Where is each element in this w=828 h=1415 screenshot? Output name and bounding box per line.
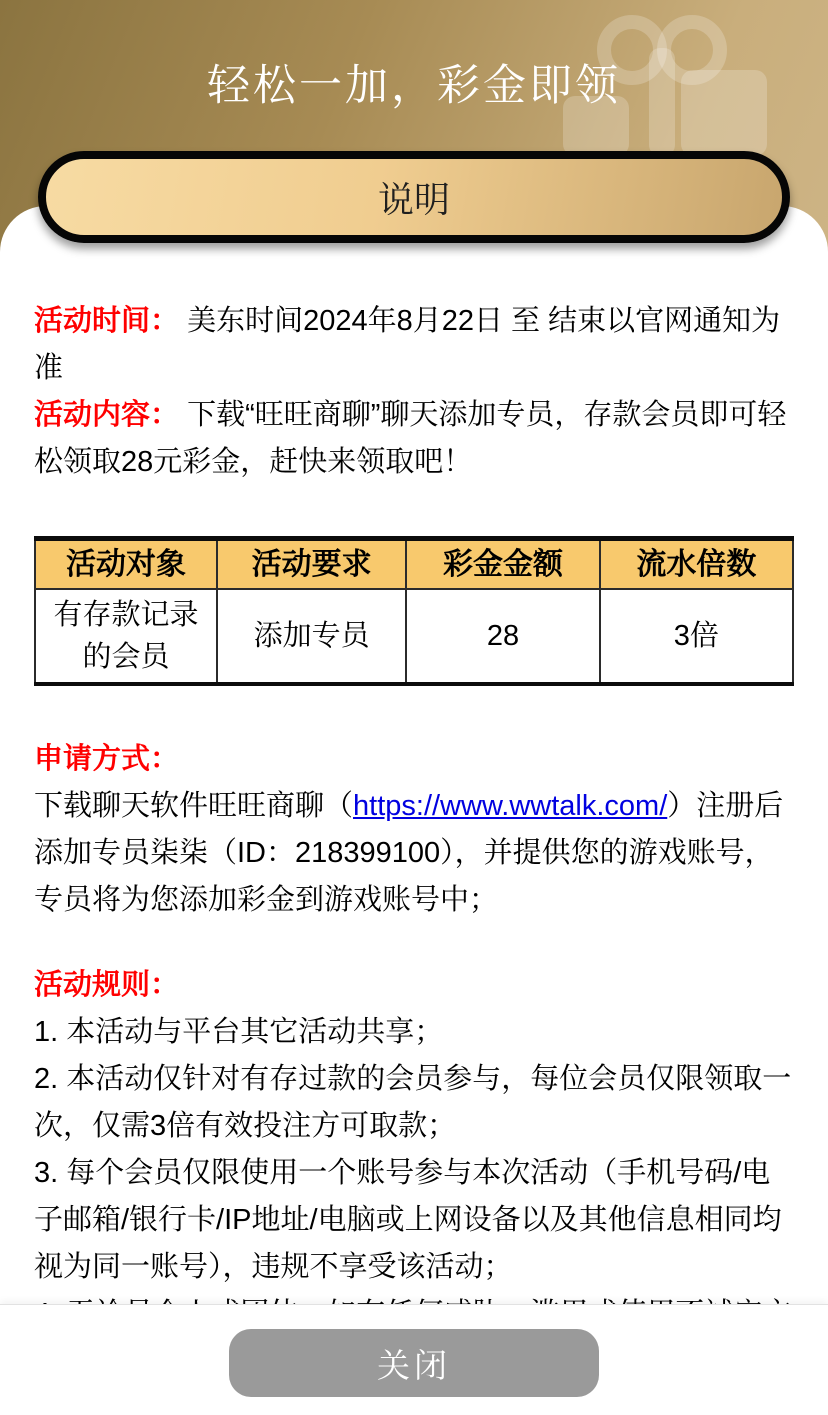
close-button[interactable]: 关闭 (229, 1329, 599, 1397)
apply-method-text-before: 下载聊天软件旺旺商聊（ (34, 790, 354, 822)
spacer (34, 924, 794, 962)
footer-bar (0, 1304, 828, 1415)
table-row (35, 589, 793, 684)
wwtalk-link[interactable]: https://www.wwtalk.com/ (353, 790, 668, 822)
promo-table (34, 536, 794, 686)
table-cell-turnover: 3倍 (600, 589, 793, 684)
activity-desc-text: 下载“旺旺商聊”聊天添加专员，存款会员即可轻松领取28元彩金，赶快来领取吧！ (34, 399, 787, 478)
table-header-require: 活动要求 (217, 539, 407, 590)
apply-method-paragraph (34, 783, 794, 924)
table-header-turnover: 流水倍数 (600, 539, 793, 590)
activity-desc-paragraph (34, 392, 794, 486)
spacer (34, 686, 794, 736)
content-panel[interactable] (0, 206, 828, 1305)
table-cell-require: 添加专员 (217, 589, 407, 684)
page-title: 轻松一加，彩金即领 (207, 62, 621, 110)
table-header-bonus: 彩金金额 (406, 539, 599, 590)
activity-time-paragraph (34, 298, 794, 392)
table-cell-bonus: 28 (406, 589, 599, 684)
activity-time-text: 美东时间2024年8月22日 至 结束以官网通知为准 (34, 305, 781, 384)
spacer (34, 486, 794, 536)
activity-desc-label: 活动内容： (34, 399, 180, 431)
table-header-target: 活动对象 (35, 539, 217, 590)
apply-method-text-after: ）注册后添加专员柒柒（ID：218399100），并提供您的游戏账号，专员将为您添加彩金到游戏账号中； (34, 790, 784, 916)
rule-item-2: 2. 本活动仅针对有存过款的会员参与，每位会员仅限领取一次，仅需3倍有效投注方可取款； (34, 1063, 792, 1142)
promo-content (0, 206, 828, 1338)
activity-time-label: 活动时间： (34, 305, 180, 337)
table-header-row (35, 539, 793, 590)
table-cell-target: 有存款记录的会员 (35, 589, 217, 684)
apply-method-label: 申请方式： (34, 743, 180, 775)
rule-item-3: 3. 每个会员仅限使用一个账号参与本次活动（手机号码/电子邮箱/银行卡/IP地址/电脑或上网设备以及其他信息相同均视为同一账号），违规不享受该活动； (34, 1157, 782, 1283)
rule-item-1: 1. 本活动与平台其它活动共享； (34, 1016, 444, 1048)
activity-rules-label: 活动规则： (34, 969, 180, 1001)
instructions-tab[interactable] (38, 151, 790, 243)
instructions-tab-label: 说明 (377, 178, 450, 220)
